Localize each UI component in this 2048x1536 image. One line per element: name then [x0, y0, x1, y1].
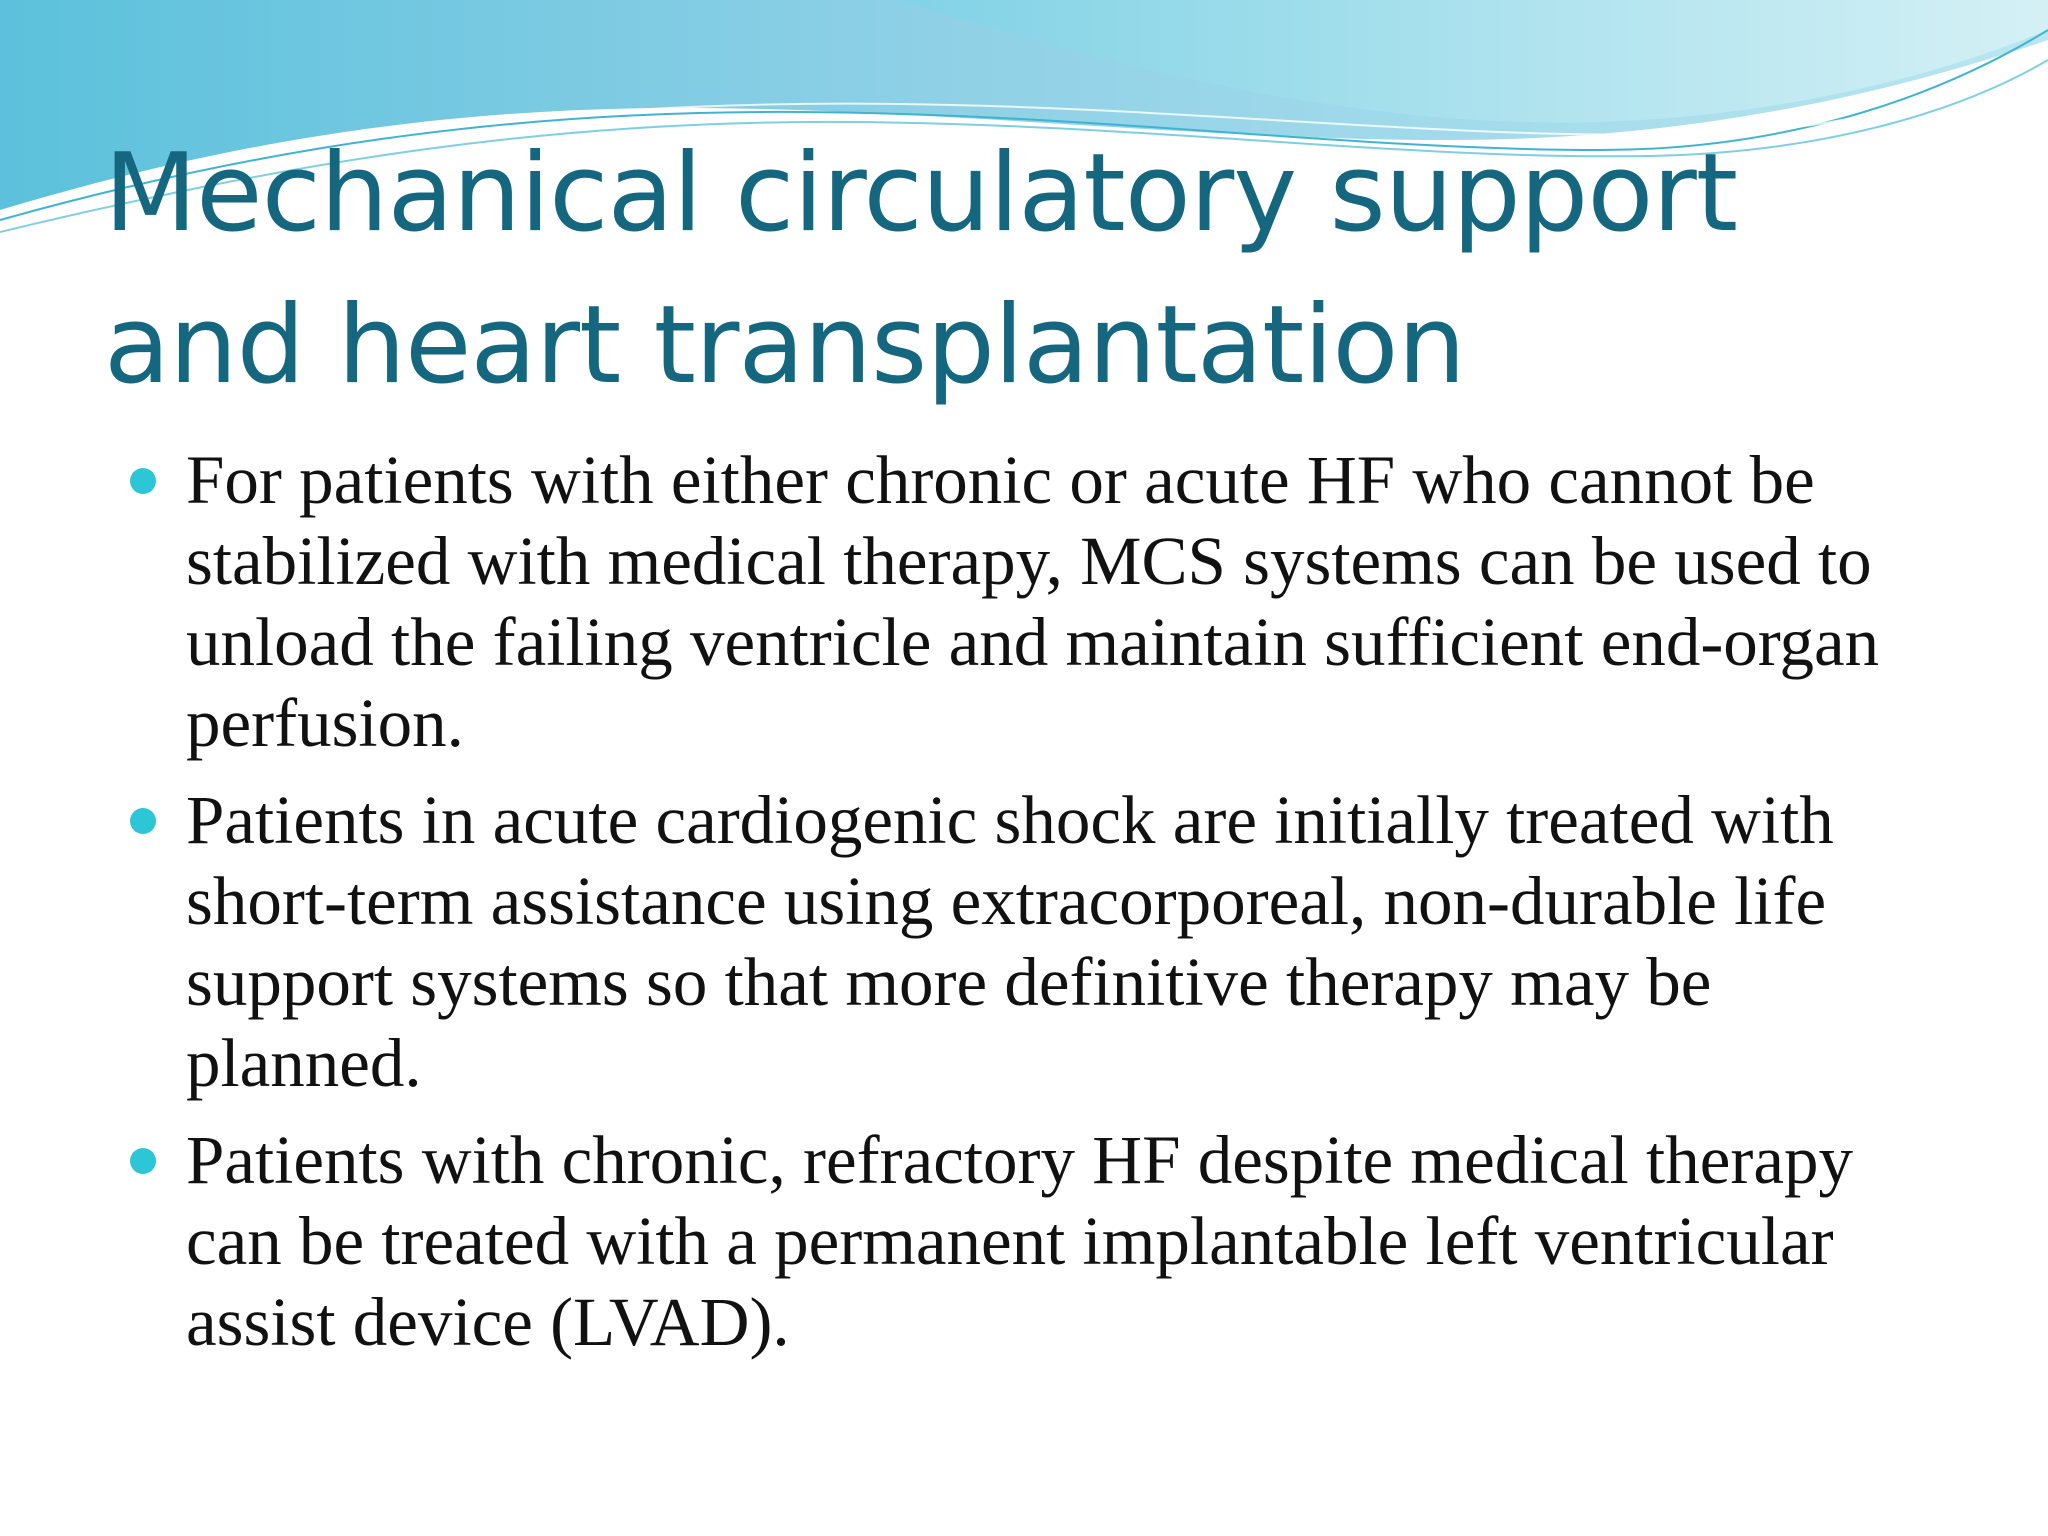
bullet-text: Patients in acute cardiogenic shock are initially treated with short-term assistance using extracorporeal, non-durable life support systems so that more definitive therapy may be planned. — [186, 782, 1834, 1101]
bullet-item — [130, 440, 1960, 764]
bullet-text: For patients with either chronic or acute HF who cannot be stabilized with medical therapy, MCS systems can be used to unload the failing ventricle and maintain sufficient end-organ perfusion. — [186, 442, 1880, 761]
bullet-item — [130, 780, 1960, 1104]
bullet-dot-icon — [130, 468, 156, 494]
slide-title — [104, 118, 1904, 422]
title-line-2: and heart transplantation — [104, 283, 1465, 408]
bullet-dot-icon — [130, 1148, 156, 1174]
bullet-item — [130, 1120, 1960, 1363]
bullet-text: Patients with chronic, refractory HF despite medical therapy can be treated with a permanent implantable left ventricular assist device (LVAD). — [186, 1122, 1853, 1360]
bullet-list — [130, 440, 1960, 1379]
title-line-1: Mechanical circulatory support — [104, 131, 1738, 256]
bullet-dot-icon — [130, 808, 156, 834]
